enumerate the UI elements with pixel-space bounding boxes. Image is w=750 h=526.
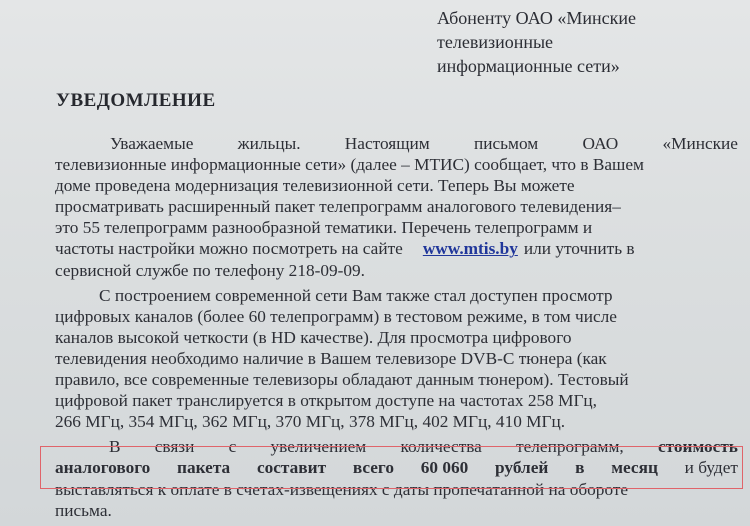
line-text: 266 МГц, 354 МГц, 362 МГц, 370 МГц, 378 МГц, 402 МГц, 410 МГц.	[55, 412, 566, 432]
paragraph-line	[55, 369, 738, 390]
word: с	[228, 437, 237, 457]
line-text: доме проведена модернизация телевизионной сети. Теперь Вы можете	[55, 176, 575, 196]
line-text: это 55 телепрограмм разнообразной тематики. Перечень телепрограмм и	[55, 218, 593, 238]
word: телепрограмм,	[516, 437, 624, 457]
word: ОАО	[582, 134, 619, 153]
notice-heading: УВЕДОМЛЕНИЕ	[56, 90, 216, 111]
line-text: телевизионные информационные сети» (далее – МТИС) сообщает, что в Вашем	[55, 155, 644, 175]
paragraph-line	[55, 500, 738, 521]
paragraph-line	[55, 217, 738, 238]
paragraph-line	[55, 411, 738, 432]
word-bold: рублей	[495, 458, 549, 478]
paragraph-line	[55, 260, 738, 281]
paragraph-line	[55, 238, 738, 259]
paragraph-line	[55, 390, 738, 411]
word: увеличением	[270, 437, 367, 457]
word: В	[109, 437, 121, 457]
line-text: цифровой пакет транслируется в открытом доступе на частотах 258 МГц,	[55, 391, 598, 411]
paragraph-line	[55, 154, 738, 175]
line-text: или уточнить в	[523, 239, 635, 259]
addressee-line: телевизионные	[437, 32, 554, 52]
paragraph-line	[55, 327, 738, 348]
line-text: частоты настройки можно посмотреть на сайте	[55, 239, 403, 259]
paragraph-line	[55, 348, 738, 369]
word-bold: месяц	[611, 458, 658, 478]
line-text: просматривать расширенный пакет телепрограмм аналогового телевидения–	[55, 197, 621, 217]
line-text: С построением современной сети Вам также стал доступен просмотр	[99, 285, 613, 305]
paragraph-line	[55, 133, 738, 154]
price-amount: 60 060	[420, 458, 469, 478]
word-bold: составит	[256, 458, 327, 478]
line-text: правило, все современные телевизоры обладают данным тюнером). Тестовый	[55, 370, 629, 390]
word-bold: пакета	[177, 458, 231, 478]
addressee-line: информационные сети»	[437, 56, 620, 76]
highlight-annotation-box	[40, 446, 743, 489]
word: связи	[154, 437, 195, 457]
word: «Минские	[662, 134, 738, 153]
word: Уважаемые	[110, 134, 194, 153]
line-text: письма.	[55, 500, 112, 520]
line-text: каналов высокой четкости (в HD качестве). Для просмотра цифрового	[55, 327, 572, 347]
word-bold: стоимость	[657, 437, 738, 457]
line-text: выставляться к оплате в счетах-извещениях с даты пропечатанной на обороте	[55, 479, 629, 499]
word: жильцы.	[237, 134, 301, 153]
word-bold: в	[575, 458, 585, 478]
word: количества	[400, 437, 482, 457]
line-text: телевидения необходимо наличие в Вашем телевизоре DVB-C тюнера (как	[55, 348, 607, 368]
word: Настоящим	[344, 134, 430, 153]
line-text: цифровых каналов (более 60 телепрограмм) в тестовом режиме, в том числе	[55, 306, 617, 326]
word-bold: аналогового	[55, 458, 151, 478]
addressee-block	[437, 6, 737, 78]
paragraph-line	[55, 196, 738, 217]
line-text: и будет	[684, 458, 738, 478]
paragraph-line	[55, 306, 738, 327]
line-text: сервисной службе по телефону 218-09-09.	[55, 260, 365, 280]
website-link[interactable]: www.mtis.by	[422, 239, 518, 259]
word: письмом	[473, 134, 539, 153]
word-bold: всего	[352, 458, 394, 478]
paragraph-line	[55, 285, 738, 306]
paragraph-line	[55, 175, 738, 196]
addressee-line: Абоненту ОАО «Минские	[437, 8, 636, 28]
